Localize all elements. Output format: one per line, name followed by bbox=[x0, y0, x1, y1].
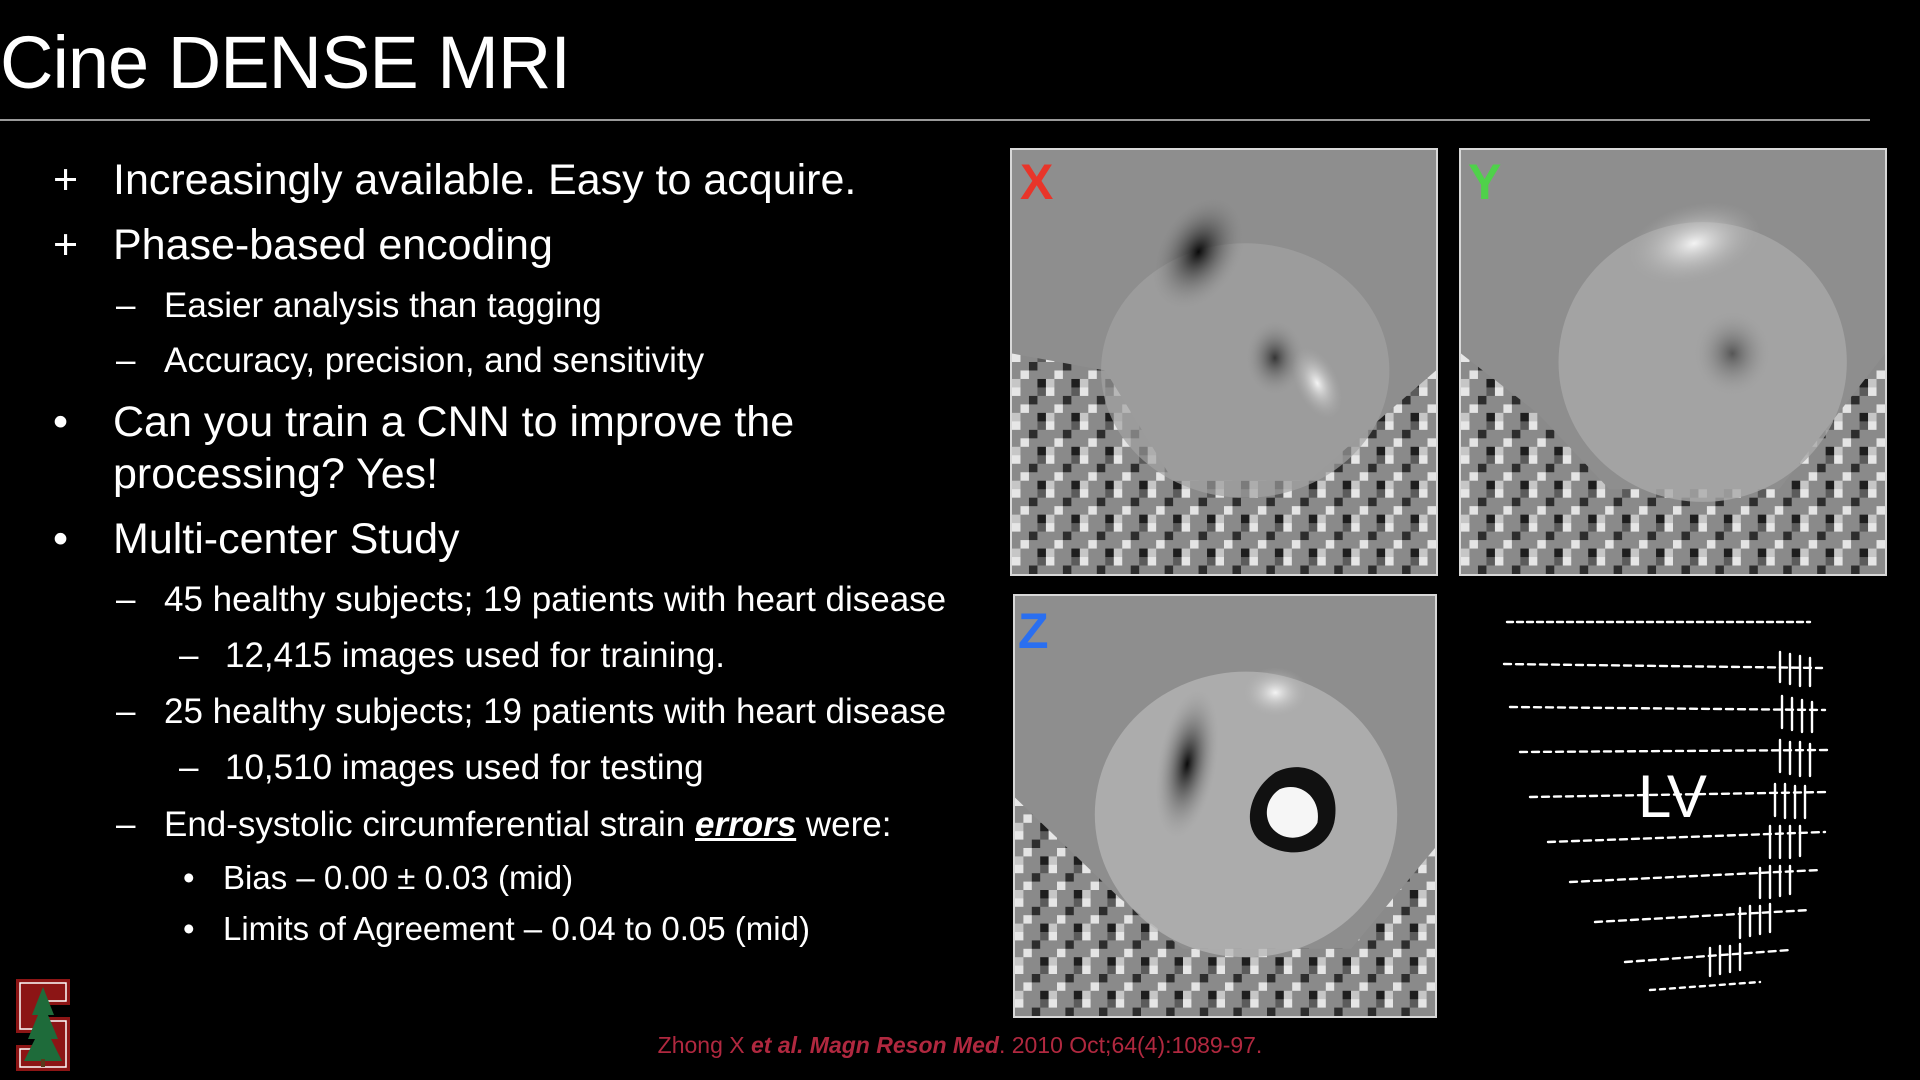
dense-y-image bbox=[1459, 148, 1887, 576]
citation-author: Zhong X bbox=[657, 1032, 751, 1058]
sub-bullet-item bbox=[116, 339, 705, 383]
bullet-item bbox=[53, 219, 553, 271]
bullet-marker: • bbox=[53, 515, 69, 563]
bullet-text: 25 healthy subjects; 19 patients with heart disease bbox=[164, 692, 947, 731]
z-phase-image bbox=[1015, 596, 1435, 1016]
bullet-text: Can you train a CNN to improve the bbox=[113, 398, 795, 446]
citation-journal: . Magn Reson Med bbox=[797, 1032, 999, 1058]
bullet-text: were: bbox=[796, 805, 892, 844]
bullet-item bbox=[53, 513, 460, 565]
sub-bullet-item bbox=[116, 284, 602, 328]
sub-bullet-item bbox=[116, 690, 947, 734]
bullet-marker: – bbox=[116, 286, 136, 325]
z-axis-label: Z bbox=[1018, 603, 1049, 659]
sub-bullet-item bbox=[116, 578, 947, 622]
x-axis-label: X bbox=[1020, 154, 1054, 210]
bullet-text: Easier analysis than tagging bbox=[164, 286, 602, 325]
bullet-item-continuation bbox=[113, 448, 438, 500]
y-phase-image bbox=[1461, 150, 1885, 574]
bullet-marker: – bbox=[179, 748, 199, 787]
bullet-text: Bias – 0.00 ± 0.03 (mid) bbox=[223, 859, 574, 896]
bullet-marker: – bbox=[116, 692, 136, 731]
bullet-marker: • bbox=[183, 910, 195, 947]
stanford-logo bbox=[8, 975, 78, 1075]
bullet-marker: • bbox=[53, 398, 69, 446]
bullet-text: 45 healthy subjects; 19 patients with heart disease bbox=[164, 580, 947, 619]
bullet-text: 12,415 images used for training. bbox=[225, 636, 726, 675]
bullet-text: Phase-based encoding bbox=[113, 221, 553, 269]
dense-x-image bbox=[1010, 148, 1438, 576]
title-divider bbox=[0, 119, 1870, 121]
bullet-marker: – bbox=[116, 805, 136, 844]
dense-z-image bbox=[1013, 594, 1437, 1018]
bullet-item bbox=[53, 396, 795, 448]
bullet-marker: – bbox=[116, 580, 136, 619]
sub-bullet-item bbox=[116, 803, 892, 847]
bullet-marker: + bbox=[53, 156, 79, 204]
bullet-item bbox=[53, 154, 857, 206]
lv-label: LV bbox=[1638, 763, 1707, 830]
sub-sub-bullet-item bbox=[183, 857, 574, 899]
bullet-marker: – bbox=[179, 636, 199, 675]
lv-vertical-fibers bbox=[1710, 652, 1812, 976]
bullet-text: Increasingly available. Easy to acquire. bbox=[113, 156, 857, 204]
bullet-text: processing? Yes! bbox=[113, 450, 439, 498]
sub-sub-bullet-item bbox=[179, 634, 726, 678]
citation bbox=[0, 1032, 1920, 1059]
sub-sub-bullet-item bbox=[179, 746, 704, 790]
slide-title: Cine DENSE MRI bbox=[0, 21, 570, 104]
bullet-emphasis: errors bbox=[695, 805, 797, 844]
bullet-marker: + bbox=[53, 221, 79, 269]
bullet-text: 10,510 images used for testing bbox=[225, 748, 704, 787]
y-axis-label: Y bbox=[1468, 154, 1502, 210]
bullet-text: Limits of Agreement – 0.04 to 0.05 (mid) bbox=[223, 910, 810, 947]
sub-sub-bullet-item bbox=[183, 908, 810, 950]
bullet-text: End-systolic circumferential strain bbox=[164, 805, 695, 844]
citation-etal: et al bbox=[751, 1032, 798, 1058]
bullet-text: Accuracy, precision, and sensitivity bbox=[164, 341, 705, 380]
bullet-marker: – bbox=[116, 341, 136, 380]
x-phase-image bbox=[1012, 150, 1436, 574]
bullet-text: Multi-center Study bbox=[113, 515, 460, 563]
citation-details: . 2010 Oct;64(4):1089-97. bbox=[998, 1032, 1263, 1058]
bullet-marker: • bbox=[183, 859, 195, 896]
